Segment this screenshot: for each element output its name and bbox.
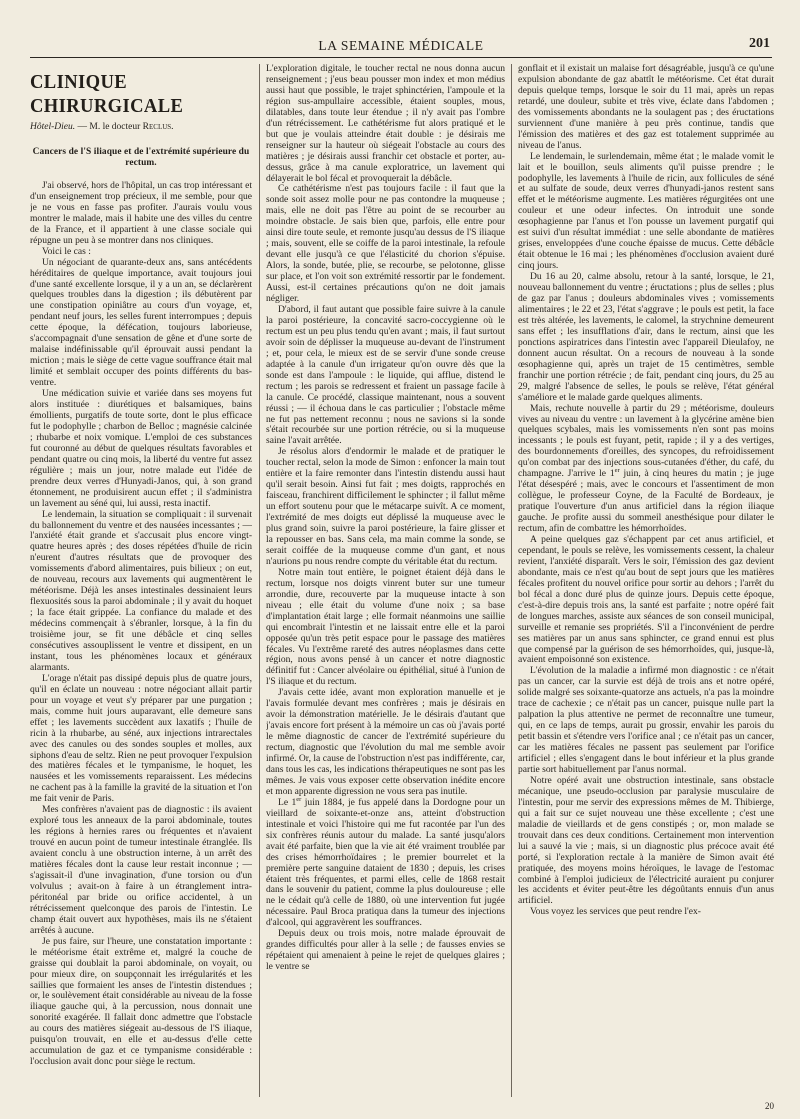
column-2 [266,64,505,1099]
paragraph: L'évolution de la maladie a infirmé mon diagnostic : ce n'était pas un cancer, car la survie est déjà de trois ans et notre opéré, solide malgré ses soixante-quatorze ans actuels, n'a pas la moindre trace de cachexie ; ce n'était pas un cancer, puisque nulle part la palpation la plus attentive ne permet de reconnaître une tumeur, qui, en ce laps de temps, aurait pu grossir, envahir les parois du petit bassin et s'étendre vers l'orifice anal ; ce n'était pas un cancer, car les matières fécales ne passent pas seulement par l'orifice artificiel ; elles s'engagent dans le bout inférieur et la plus grande partie sort habituellement par l'anus normal. [518,665,774,775]
byline [30,122,252,133]
running-head [30,36,772,56]
paragraph: Vous voyez les services que peut rendre l'ex- [530,906,701,918]
paragraph: Notre opéré avait une obstruction intestinale, sans obstacle mécanique, une pseudo-occlusion par paralysie musculaire de l'intestin, pour me servir des expressions mêmes de M. Thibierge, qui a fait sur ce sujet nouveau une thèse excellente ; c'est une maladie de vieillards et de gens constipés ; or, mon malade se trouvait dans ces deux conditions. Certainement mon intervention lui a sauvé la vie ; mais, si un diagnostic plus précoce avait été porté, si l'exploration rectale à la manière de Simon avait été pratiquée, des moyens moins héroïques, le lavage de l'estomac combiné à l'emploi judicieux de l'électricité auraient pu conjurer les accidents et éviter peut-être les dégoûtants ennuis d'un anus artificiel. [518,774,774,907]
byline-author-prefix: — M. le docteur [77,122,141,132]
paragraph: Mes confrères n'avaient pas de diagnostic : ils avaient exploré tous les anneaux de la paroi abdominale, toutes les régions à hernies rares ou fréquentes et n'avaient trouvé en aucun point de tumeur intestinale étranglée. Ils avaient conclu à une obstruction interne, à un arrêt des matières fécales dont la cause leur restait inconnue ; — s'agissait-il d'une invagination, d'une torsion ou d'un volvulus ; avait-on à faire à un étranglement intra-péritonéal par bride ou orifice accidentel, à un rétrécissement quelconque des parois de l'intestin. Le champ était ouvert aux hypothèses, mais ils ne s'étaient arrêtés à aucune. [30,804,252,936]
paragraph: A peine quelques gaz s'échappent par cet anus artificiel, et cependant, le pouls se relève, les vomissements cessent, la chaleur revient, l'anxiété disparaît. Vers le soir, l'émission des gaz devient abondante, mais ce n'est qu'au bout de sept jours que les matières fécales profitent du nouvel orifice pour sortir au dehors ; l'arrêt du bol fécal a donc duré plus de quinze jours. Depuis cette époque, c'est-à-dire depuis trois ans, la santé est parfaite ; notre opéré fait de longues marches, assiste aux séances de son conseil municipal, surveille et remanie ses propriétés. S'il a l'inconvénient de perdre ses matières par un anus sans sphincter, ce grand ennui est plus que compensé par la guérison de ses hémorrhoïdes, qui, jusque-là, avaient empoisonné son existence. [518,533,774,666]
paragraph: L'orage n'était pas dissipé depuis plus de quatre jours, qu'il en éclate un nouveau : notre négociant allait partir pour un voyage et veut s'y préparer par une purgation ; mais, comme huit jours auparavant, elle demeure sans effet ; les lavements succèdent aux laxatifs ; l'huile de ricin à la rhubarbe, au séné, aux injections intrarectales avec des canules ou des sondes souples et molles, aux siphons d'eau de seltz. Rien ne peut provoquer l'expulsion des matières fécales et le tympanisme, le hoquet, les nausées et les vomissements reparaissent. Les médecins ne cachent pas à la famille la gravité de la situation et l'on me fait venir de Paris. [30,672,252,805]
paragraph: Une médication suivie et variée dans ses moyens fut alors instituée : diurétiques et balsamiques, bains émollients, purgatifs de toute sorte, dont le plus efficace fut le podophylle ; charbon de Belloc ; magnésie calcinée ; rhubarbe et noix vomique. L'emploi de ces substances fut couronné au début de quelques résultats favorables et pendant quatre ou cinq mois, la liberté du ventre fut assez régulière ; mais un jour, notre malade eut l'idée de prendre deux verres d'Hunyadi-Janos, qui, à son grand étonnement, ne produisirent aucun effet ; il s'administra un lavement au séné qui, lui aussi, resta inactif. [30,388,252,509]
header-rule [30,57,772,58]
paragraph: Voici le cas : [42,245,91,257]
paragraph: Ce cathétérisme n'est pas toujours facile : il faut que la sonde soit assez molle pour ne pas contondre la muqueuse ; mais, elle ne doit pas l'être au point de se recourber au moindre obstacle. Je sais bien que, parfois, elle entre pour ainsi dire toute seule, et remonte jusqu'au dessus de l'S iliaque ; mais, souvent, elle se coiffe de la paroi intestinale, la refoule devant elle jusqu'à ce que l'élasticité du chorion s'épuise. Alors, la sonde, butée, plie, se recourbe, se pelotonne, glisse sur place, et l'on voit son extrémité ressortir par le fondement. Aussi, est-il certaines précautions qu'on ne doit jamais négliger. [266,183,505,305]
paragraph: Un négociant de quarante-deux ans, sans antécédents héréditaires de quelque importance, avait toujours joui d'une santé excellente lorsque, il y a un an, se déclarèrent quelques troubles dans la digestion ; ils débutèrent par une constipation opiniâtre au cours d'un voyage, et, pendant neuf jours, les selles furent interrompues ; depuis cette époque, la défécation, toujours laborieuse, s'accompagnait d'une sensation de gêne et d'une sorte de malaise indéfinissable qu'il éprouvait aussi pendant la miction ; mais le siège de cette vague souffrance était mal limité et semblait occuper des points différents du bas-ventre. [30,256,252,389]
column-2-body [266,64,505,973]
page-number: 201 [749,36,770,51]
section-title: CLINIQUE CHIRURGICALE [30,71,184,117]
paragraph: Le 1er juin 1884, je fus appelé dans la Dordogne pour un vieillard de soixante-et-onze ans, atteint d'obstruction intestinale et voici l'histoire qui me fut racontée par l'un des six confrères réunis autour du malade. La santé jusqu'alors avait été parfaite, bien que la vie ait été vraiment troublée par des crises hémorrhoïdaires ; le premier bourrelet et la première perte sanguine dataient de 1830 ; depuis, les crises étaient très fréquentes, et parmi elles, celle de 1868 restait dans le souvenir du patient, comme la plus douloureuse ; elle ne le cédait qu'à celle de 1880, où une intervention fut jugée nécessaire. Paul Broca pratiqua dans la tumeur des injections d'alcool, qui aggravèrent les souffrances. [266,795,505,929]
paragraph: Mais, rechute nouvelle à partir du 29 ; météorisme, douleurs vives au niveau du ventre : un lavement à la glycérine amène bien quelques scybales, mais les vomissements n'en sont pas moins incessants ; le pouls est fuyant, petit, rapide ; il y a des vertiges, des bourdonnements d'oreilles, des syncopes, du refroidissement qu'on combat par des injections sous-cutanées d'éther, du café, du champagne. J'arrive le 1er juin, à cinq heures du matin ; je juge l'état désespéré ; mais, avec le concours et l'assentiment de mon collègue, le professeur Coyne, de la Faculté de Bordeaux, je pratique l'ouverture d'un anus artificiel dans la région iliaque gauche. Je profite aussi du sommeil anesthésique pour dilater le rectum, afin de combattre les hémorrhoïdes. [518,402,774,535]
paragraph: Le lendemain, le surlendemain, même état ; le malade vomit le lait et le bouillon, seuls aliments qu'il puisse prendre ; le podophylle, les lavements à l'huile de ricin, aux follicules de séné et au sulfate de soude, deux verres d'hunyadi-janos restent sans effet et le météorisme augmente. Les matières régurgitées ont une couleur et une odeur infectes. On introduit une sonde œsophagienne par l'anus et l'on pousse un lavement purgatif qui est suivi d'un résultat immédiat : une selle abondante de matières grises, enveloppées d'une couche épaisse de mucus. Cette débâcle était obtenue le 16 mai ; les phénomènes d'occlusion avaient duré cinq jours. [518,150,774,272]
column-rule-2 [511,64,512,1097]
paragraph: Je pus faire, sur l'heure, une constatation importante : le météorisme était extrême et, malgré la couche de graisse qui doublait la paroi abdominale, on voyait, ou pour mieux dire, on soupçonnait les irrégularités et les saillies que formaient les anses de l'intestin distendues ; or, le soulèvement était considérable au niveau de la fosse iliaque gauche qui, à la percussion, nous donnait une sonorité exagérée. Il fallait donc admettre que l'obstacle au cours des matières siégeait au-dessous de l'S iliaque, puisqu'on trouvait, en elle et au-dessus d'elle cette accumulation de gaz et ce tympanisme considérable : l'occlusion avait donc pour siège le rectum. [30,935,252,1068]
paragraph: gonflait et il existait un malaise fort désagréable, jusqu'à ce qu'une expulsion abondante de gaz abattît le météorisme. Cet état durait depuis quelque temps, lorsque le soir du 11 mai, après un repas retardé, une douleur, subite et très vive, éclate dans l'abdomen ; des vomissements abondants ne la soulagent pas ; des éructations surviennent d'une manière à peu près continue, tandis que l'émission des matières et des gaz est totalement supprimée au niveau de l'anus. [518,64,774,151]
paragraph: Notre main tout entière, le poignet étaient déjà dans le rectum, lorsque nos doigts vinrent buter sur une tumeur arrondie, dure, recouverte par la muqueuse intacte à son niveau ; elle était du volume d'une noix ; sa base d'implantation était large ; elle formait néanmoins une saillie qui encombrait l'intestin et ne laissait entre elle et la paroi opposée qu'un très petit espace pour le passage des matières fécales. Vu l'extrême rareté des autres néoplasmes dans cette région, nous avons pensé à un cancer et notre diagnostic définitif fut : Cancer alvéolaire ou épithélial, situé à l'union de l'S iliaque et du rectum. [266,566,505,688]
paragraph: L'exploration digitale, le toucher rectal ne nous donna aucun renseignement ; j'eus beau pousser mon index et mon médius aussi haut que possible, le trajet sphinctérien, l'ampoule et la région sus-ampullaire accessible, étaient souples, mous, dilatables, dans toute leur étendue ; il n'y avait pas l'ombre d'un rétrécissement. Le cathétérisme fut alors pratiqué et le but que je voulais atteindre était double : je désirais me renseigner sur la hauteur où siégeait l'obstacle au cours des matières ; je désirais aussi franchir cet obstacle et porter, au-dessus, grâce à ma canule exploratrice, un lavement qui délayerait le bol fécal et provoquerait la débâcle. [266,64,505,184]
running-title: LA SEMAINE MÉDICALE [318,38,484,53]
paragraph: Depuis deux ou trois mois, notre malade éprouvait de grandes difficultés pour aller à la selle ; de fausses envies se répétaient qui amenaient à peine le rejet de quelques glaires ; le ventre se [266,928,505,973]
column-3-body [518,64,774,918]
paragraph: Je résolus alors d'endormir le malade et de pratiquer le toucher rectal, selon la mode de Simon : enfoncer la main tout entière et la faire remonter dans l'intestin distendu aussi haut qu'il serait besoin. Ainsi fut fait ; mes doigts, rapprochés en faisceau, franchirent difficilement le sphincter ; il fallut même un effort soutenu pour que le métacarpe suivît. A ce moment, l'extrémité de mes doigts eut déplissé la muqueuse avec le plus grand soin, suivre la paroi postérieure, la faire glisser et la repousser en bas. Sans cela, ma main comme la sonde, se serait coiffée de la muqueuse comme d'un gant, et nous n'aurions pu nous rendre compte du véritable état du rectum. [266,446,505,567]
column-rule-1 [259,64,260,1097]
byline-author-name: Reclus. [142,122,174,132]
column-3 [518,64,774,1099]
signature-number: 20 [765,1101,774,1111]
paragraph: J'ai observé, hors de l'hôpital, un cas trop intéressant et d'un enseignement trop précieux, il me semble, pour que je ne vous en fasse pas profiter. J'aurais voulu vous montrer le malade, mais il habite une des villes du centre de la France, et il appartient à une classe sociale qui répugne un peu à se montrer dans nos cliniques. [30,179,252,246]
byline-place: Hôtel-Dieu. [30,122,76,132]
paragraph: D'abord, il faut autant que possible faire suivre à la canule la paroi postérieure, la concavité sacro-coccygienne où le rectum est un peu plus tendu qu'en avant ; mais, il faut surtout avoir soin de déplisser la muqueuse au-devant de l'instrument ; et, pour cela, le mieux est de se servir d'une sonde creuse adaptée à la canule d'un irrigateur qu'on ouvre dès que la sonde est dans l'ampoule : le liquide, qui afflue, distend le rectum ; les parois se redressent et fraient un passage facile à la canule. Ce procédé, classique maintenant, nous a souvent réussi ; — il échoua dans le cas particulier ; l'obstacle même ne fut pas nettement reconnu ; nous ne savions si la sonde s'était recourbée sur une portion rétrécie, ou si la muqueuse saine l'avait arrêtée. [266,303,505,447]
paragraph: Du 16 au 20, calme absolu, retour à la santé, lorsque, le 21, nouveau ballonnement du ventre ; éructations ; plus de selles ; plus de gaz par l'anus ; douleurs abdominales vives ; vomissements alimentaires ; le 22 et 23, l'état s'aggrave ; le pouls est petit, la face est très altérée, les lavements, le calomel, la strychnine demeurent sans effet ; les insufflations d'air, dans le rectum, ainsi que les ponctions aspiratrices dans l'intestin avec l'appareil Dieulafoy, ne donnent aucun résultat. On a recours de nouveau à la sonde œsophagienne qui, après un trajet de 15 centimètres, semble franchir une portion rétrécie ; de fait, pendant cinq jours, du 25 au 29, malgré l'absence de selles, le pouls se relève, l'état général s'améliore et le malade garde quelques aliments. [518,271,774,403]
article-subtitle: Cancers de l'S iliaque et de l'extrémité supérieure du rectum. [32,146,250,168]
paragraph: Le lendemain, la situation se compliquait : il survenait du ballonnement du ventre et des nausées incessantes ; — l'anxiété était grande et s'accusait plus encore vingt-quatre heures après ; des doses répétées d'huile de ricin n'eurent d'autres résultats que de provoquer des vomissements d'abord alimentaires, puis bilieux ; on eut, de nouveau, recours aux lavements qui augmentèrent le météorisme. Déjà les anses intestinales dessinaient leurs flexuosités sous la paroi abdominale ; il y avait du hoquet ; la face était grippée. La confiance du malade et des médecins commençait à s'ébranler, lorsque, à la fin du troisième jour, se fit une débâcle et cinq selles consécutives assouplissent le ventre et dissipent, en un instant, tous les phénomènes locaux et généraux alarmants. [30,508,252,673]
column-1 [30,64,252,1099]
paragraph: J'avais cette idée, avant mon exploration manuelle et je l'avais formulée devant mes confrères ; mais je désirais en avoir la démonstration matérielle. Je le désirais d'autant que j'avais encore fort présent à la mémoire un cas où j'avais porté le même diagnostic de cancer de l'extrémité supérieure du rectum, diagnostic que l'évolution du mal me semble avoir infirmé. Or, la cause de l'obstruction n'est pas indifférente, car, dans tous les cas, les indications thérapeutiques ne sont pas les mêmes. Je vais vous exposer cette observation inédite encore et mon apparente digression ne vous sera pas inutile. [266,687,505,797]
column-1-body [30,181,252,1068]
